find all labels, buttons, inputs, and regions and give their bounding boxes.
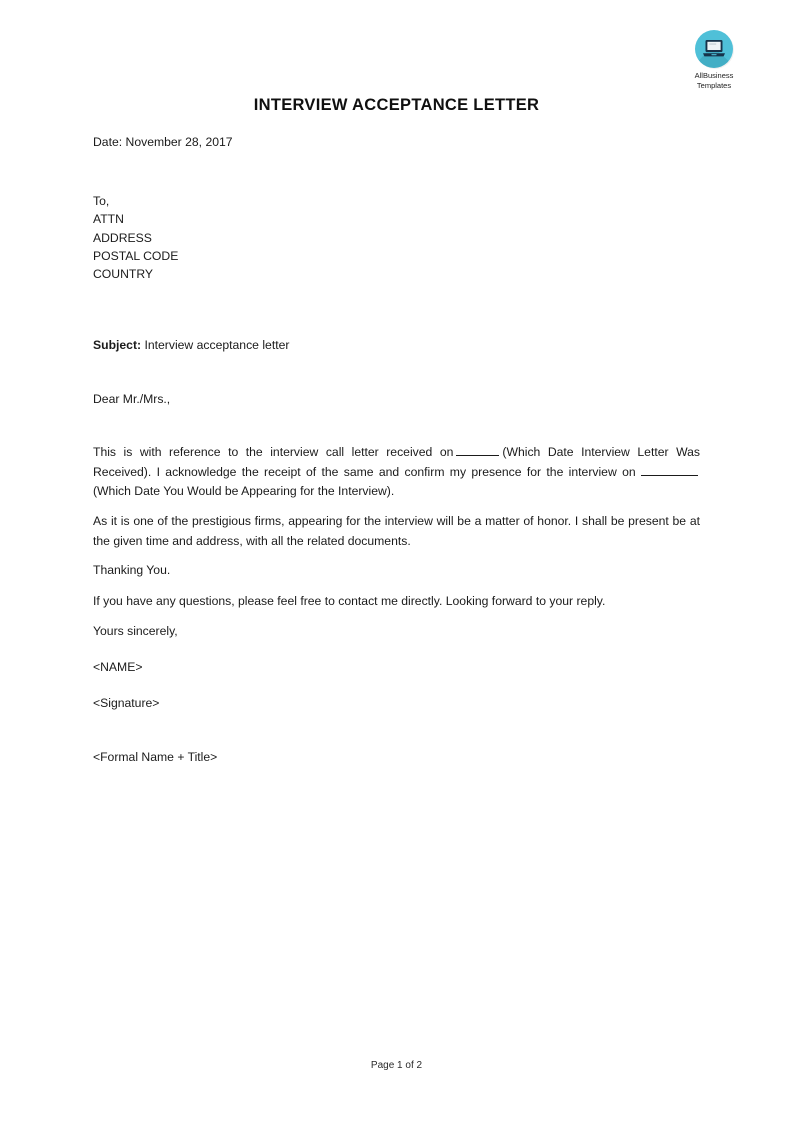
paragraph-1 xyxy=(93,443,700,502)
date-appearing-blank[interactable] xyxy=(641,464,698,476)
recipient-line: POSTAL CODE xyxy=(93,248,179,263)
subject-line xyxy=(93,336,289,354)
paragraph-3: Thanking You. xyxy=(93,563,171,577)
logo-text-line-1: AllBusiness xyxy=(694,71,734,80)
paragraph-1-part-2: (Which Date Interview Letter Was Received). I acknowledge the receipt of the same and confirm my presence for the interview on xyxy=(93,445,700,479)
salutation: Dear Mr./Mrs., xyxy=(93,392,171,406)
subject-label: Subject: xyxy=(93,338,142,352)
subject-value: Interview acceptance letter xyxy=(144,338,290,352)
recipient-line: To, xyxy=(93,194,110,208)
recipient-line: COUNTRY xyxy=(93,267,154,282)
recipient-line: ADDRESS xyxy=(93,230,152,245)
logo-text-line-2: Templates xyxy=(696,80,732,90)
recipient-line: ATTN xyxy=(93,212,124,227)
name-placeholder: <NAME> xyxy=(93,660,143,674)
paragraph-1-part-1: This is with reference to the interview call letter received on xyxy=(93,445,454,459)
formal-name-title-placeholder: <Formal Name + Title> xyxy=(93,750,218,764)
allbusiness-templates-logo xyxy=(676,30,752,90)
page-title: INTERVIEW ACCEPTANCE LETTER xyxy=(253,96,540,114)
logo-text xyxy=(676,71,752,90)
paragraph-4: If you have any questions, please feel free to contact me directly. Looking forward to your reply. xyxy=(93,594,606,608)
date-received-blank[interactable] xyxy=(456,444,499,456)
recipient-address-block xyxy=(93,192,178,283)
paragraph-1-part-3: (Which Date You Would be Appearing for the Interview). xyxy=(93,484,395,498)
date-line: Date: November 28, 2017 xyxy=(93,135,233,149)
laptop-glyph xyxy=(702,38,726,59)
page-footer: Page 1 of 2 xyxy=(370,1060,423,1071)
laptop-icon xyxy=(695,30,733,68)
signature-placeholder: <Signature> xyxy=(93,696,160,710)
closing-salutation: Yours sincerely, xyxy=(93,624,178,638)
paragraph-2: As it is one of the prestigious firms, appearing for the interview will be a matter of honor. I shall be present be at the given time and address, with all the related documents. xyxy=(93,514,700,548)
